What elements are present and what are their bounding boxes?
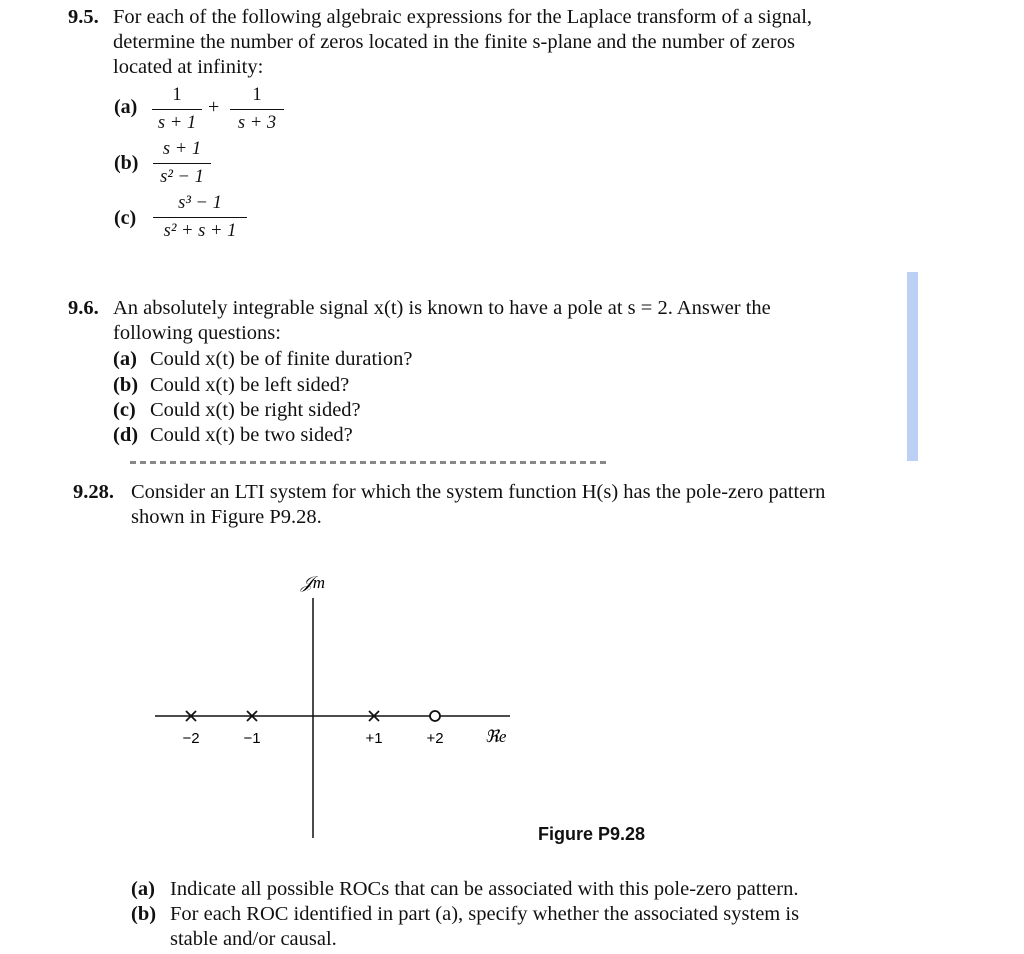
fraction bbox=[153, 138, 211, 188]
numerator: s³ − 1 bbox=[178, 193, 222, 213]
part-label: (b) bbox=[114, 152, 139, 174]
denominator: s + 3 bbox=[237, 113, 277, 133]
part-label: (a) bbox=[114, 96, 138, 118]
numerator: 1 bbox=[252, 85, 262, 105]
part-label: (c) bbox=[113, 399, 136, 421]
numerator: 1 bbox=[172, 85, 182, 105]
part-text-continued: stable and/or causal. bbox=[170, 928, 337, 950]
pole-zero-plot bbox=[0, 560, 1024, 860]
problem-number: 9.5. bbox=[68, 6, 99, 28]
part-text: For each ROC identified in part (a), specify whether the associated system is bbox=[170, 903, 800, 925]
tick-label: +1 bbox=[365, 730, 383, 747]
problem-text-line: Consider an LTI system for which the system function H(s) has the pole-zero pattern bbox=[131, 481, 826, 503]
fraction-bar bbox=[153, 217, 247, 218]
scrollbar-thumb[interactable] bbox=[907, 272, 918, 461]
part-text: Could x(t) be of finite duration? bbox=[150, 348, 413, 370]
denominator: s² + s + 1 bbox=[163, 221, 237, 241]
part-label: (a) bbox=[131, 878, 155, 900]
tick-label: −2 bbox=[182, 730, 200, 747]
re-axis-label: ℜe bbox=[485, 727, 507, 746]
fraction-bar bbox=[152, 109, 202, 110]
problem-text-line: An absolutely integrable signal x(t) is known to have a pole at s = 2. Answer the bbox=[113, 297, 771, 319]
problem-text-line: following questions: bbox=[113, 322, 281, 344]
problem-number: 9.6. bbox=[68, 297, 99, 319]
tick-label: +2 bbox=[426, 730, 444, 747]
plus-sign: + bbox=[208, 96, 220, 118]
fraction bbox=[152, 84, 202, 134]
fraction-bar bbox=[230, 109, 284, 110]
part-text: Could x(t) be left sided? bbox=[150, 374, 350, 396]
problem-text-line: determine the number of zeros located in the finite s-plane and the number of zeros bbox=[113, 31, 795, 53]
problem-text-line: For each of the following algebraic expressions for the Laplace transform of a signal, bbox=[113, 6, 813, 28]
part-label: (c) bbox=[114, 207, 137, 229]
denominator: s² − 1 bbox=[160, 167, 204, 187]
denominator: s + 1 bbox=[157, 113, 197, 133]
zero-marker bbox=[430, 711, 440, 721]
tick-label: −1 bbox=[243, 730, 261, 747]
part-text: Could x(t) be right sided? bbox=[150, 399, 361, 421]
fraction bbox=[153, 192, 247, 242]
problem-text-line: shown in Figure P9.28. bbox=[131, 506, 322, 528]
fraction-bar bbox=[153, 163, 211, 164]
part-label: (d) bbox=[113, 424, 139, 446]
numerator: s + 1 bbox=[162, 139, 202, 159]
part-text: Could x(t) be two sided? bbox=[150, 424, 353, 446]
cropped-text-remnant bbox=[130, 461, 610, 464]
im-axis-label: 𝒥m bbox=[301, 573, 326, 592]
part-label: (a) bbox=[113, 348, 137, 370]
part-label: (b) bbox=[113, 374, 139, 396]
fraction bbox=[230, 84, 284, 134]
part-text: Indicate all possible ROCs that can be associated with this pole-zero pattern. bbox=[170, 878, 799, 900]
problem-text-line: located at infinity: bbox=[113, 56, 264, 78]
part-label: (b) bbox=[131, 903, 157, 925]
problem-number: 9.28. bbox=[73, 481, 114, 503]
figure-caption: Figure P9.28 bbox=[538, 824, 646, 844]
